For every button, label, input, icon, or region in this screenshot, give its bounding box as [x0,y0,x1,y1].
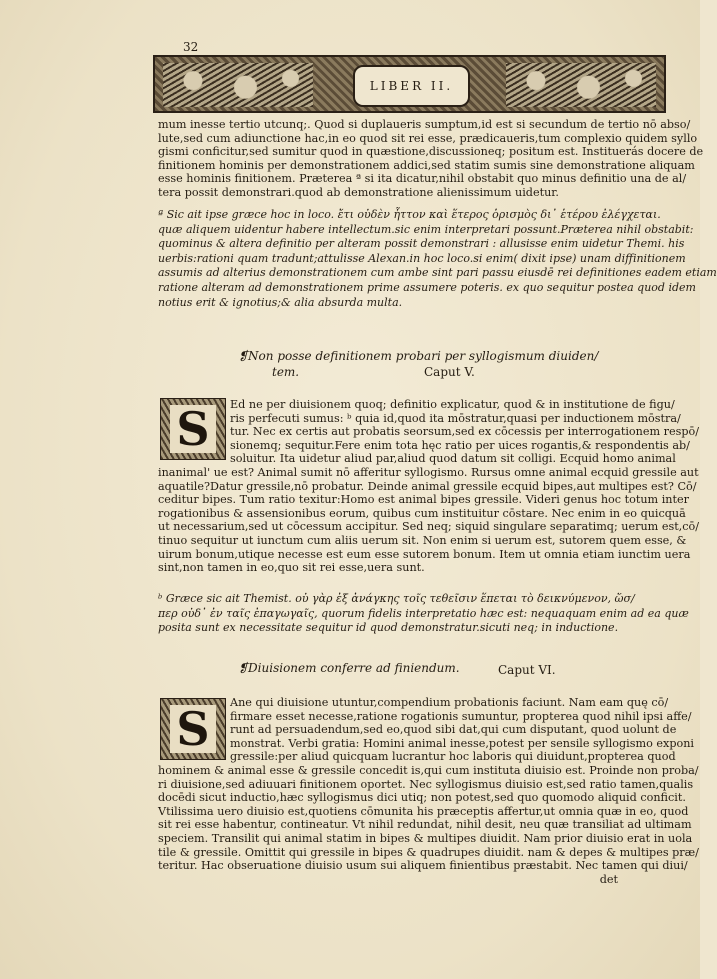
text-line: inanimal' ue est? Animal sumit nō afferitur syllogismo. Rursus omne animal ecquid gressile aut [158,465,699,479]
chapter-title-line2: tem. [272,365,300,379]
text-line: tinuo sequitur ut iunctum cum aliis uerum sit. Non enim si uerum est, sutorem quem esse, & [158,533,687,547]
annotation-b [158,592,689,636]
text-line: firmare esset necesse,ratione rogationis sumuntur, propterea quod nihil ipsi affe/ [230,709,692,723]
note-line: quominus & altera definitio per alteram possit demonstrari : allusisse enim uidetur Themi. his [158,237,685,251]
text-line: mum inesse tertio utcunq;. Quod si duplaueris sumptum,id est si secundum de tertio nō abso/ [158,118,691,131]
note-line: quæ aliquem uidentur habere intellectum.sic enim interpretari possunt.Præterea nihil obstabit: [158,222,694,236]
text-line: sint,non tamen in eo,quo sit rei esse,uera sunt. [158,561,425,575]
text-line: tera possit demonstrari.quod ab demonstratione alienissimum uidetur. [158,185,559,199]
note-line: ª Sic ait ipse græce hoc in loco. ἔτι οὐδὲν ἧττον καὶ ἕτερος ὁρισμὸς δι᾽ ἑτέρου ἐλέγχεται. [158,208,661,221]
text-line: esse hominis finitionem. Præterea ª si ita dicatur,nihil obstabit quo minus definitio una de al/ [158,172,687,186]
text-line: lute,sed cum adiunctione hac,in eo quod sit rei esse, prædicaueris,tum complexio quidem syllo [158,131,698,145]
text-line: uirum bonum,utique necesse est eum esse sutorem bonum. Item ut omnia etiam iunctim uera [158,547,691,561]
chapter-title-line1: ❡Non posse definitionem probari per syllogismum diuiden/ [238,349,599,363]
chapter-title-line1: ❡Diuisionem conferre ad finiendum. [238,661,460,675]
text-line: ri diuisione,sed adiuuari finitionem oportet. Nec syllogismus diuisio est,sed ratio tamen,qualis [158,777,694,791]
decorated-initial-s: S [160,698,226,760]
catchword: det [599,872,618,886]
page-number: 32 [183,40,199,54]
text-line: runt ad persuadendum,sed eo,quod sibi dat,qui cum disputant, quod uolunt de [230,723,677,737]
note-line: posita sunt ex necessitate sequitur id quod demonstratur.sicuti neq; in inductione. [158,621,619,635]
text-line: aquatile?Datur gressile,nō probatur. Deinde animal gressile ecquid bipes,aut multipes est? Cō/ [158,479,697,493]
text-line: teritur. Hac obseruatione diuisio usum sui aliquem finientibus præstabit. Nec tamen qui diui/ [158,859,688,873]
text-line: hominem & animal esse & gressile concedit is,qui cum instituta diuisio est. Proinde non proba/ [158,763,699,777]
note-line: ratione alteram ad demonstrationem prime assumere poteris. ex quo sequitur postea quod idem [158,280,696,294]
text-line: Vtilissima uero diuisio est,quotiens cōmunita his præceptis affertur,ut omnia quæ in eo, quod [158,804,689,818]
text-line: ut necessarium,sed ut cōcessum accipitur. Sed neq; siquid singulare separatimq; uerum est,cō/ [158,520,700,534]
woodcut-figures-left [163,63,313,107]
decorated-initial-s: S [160,398,226,460]
text-line: finitionem hominis per demonstrationem addici,sed statim sumis sine demonstratione aliquam [158,158,695,172]
text-line: sit rei esse habentur, contineatur. Vt nihil redundat, nihil desit, neu quæ transiliat ad ultimam [158,818,692,832]
text-line: tur. Nec ex certis aut probatis seorsum,sed ex cōcessis per interrogationem respō/ [230,425,700,439]
text-line: rogationibus & assensionibus eorum, quibus cum instituitur cōstare. Nec enim in eo quicquā [158,506,686,520]
running-head: LIBER II. [353,65,470,107]
text-line: tile & gressile. Omittit qui gressile in bipes & quadrupes diuidit. nam & depes & multipes præ/ [158,845,699,859]
note-line: ᵇ Græce sic ait Themist. οὐ γὰρ ἐξ ἀνάγκης τοῖς τεθεῖσιν ἕπεται τὸ δεικνύμενον, ὥσ/ [158,592,635,605]
note-line: notius erit & ignotius;& alia absurda multa. [158,295,403,309]
text-line: speciem. Transilit qui animal statim in bipes & multipes diuidit. Nam prior diuisio erat in uola [158,831,693,845]
text-line: soluitur. Ita uidetur aliud par,aliud quod datum sit colligi. Ecquid homo animal [230,452,676,466]
note-line: assumis ad alterius demonstrationem cum ambe sint pari passu eiusdē rei definitiones eadem etiam [158,266,717,280]
note-line: περ οὐδ᾽ ἐν ταῖς ἐπαγωγαῖς, quorum fidelis interpretatio hæc est: nequaquam enim ad ea quæ [158,606,689,620]
note-line: uerbis:rationi quam tradunt;attulisse Alexan.in hoc loco.si enim( dixit ipse) unam diffinitionem [158,251,686,265]
paragraph-1 [158,118,704,200]
text-line: sionemq; sequitur.Fere enim tota hęc ratio per uices rogantis,& respondentis ab/ [230,438,690,452]
woodcut-figures-right [506,63,656,107]
text-line: monstrat. Verbi gratia: Homini animal inesse,potest per sensile syllogismo exponi [230,736,695,750]
paragraph-6 [158,696,699,886]
ornamental-header-banner [153,55,666,113]
text-line: Ane qui diuisione utuntur,compendium probationis faciunt. Nam eam quę cō/ [230,696,669,709]
text-line: gressile:per aliud quicquam lucrantur hoc laboris qui diuidunt,propterea quod [230,750,676,764]
annotation-a [158,208,717,310]
text-line: ris perfecuti sumus: ᵇ quia id,quod ita mōstratur,quasi per inductionem mōstra/ [230,411,681,425]
paragraph-5 [158,398,700,575]
chapter-heading-5 [238,348,658,380]
text-line: docēdi sicut inductio,hæc syllogismus dici utiq; non potest,sed quo quomodo aliquid conficit. [158,791,686,805]
text-line: Ed ne per diuisionem quoq; definitio explicatur, quod & in institutione de figu/ [230,398,675,411]
caput-label: Caput V. [424,365,475,379]
chapter-heading-6 [238,660,658,676]
text-line: gismi conficitur,sed sumitur quod in quæstione,discussioneq; positum est. Instituerás docere de [158,145,704,159]
text-line: ceditur bipes. Tum ratio texitur:Homo est animal bipes gressile. Videri genus hoc totum inter [158,493,689,507]
caput-label: Caput VI. [498,663,556,677]
